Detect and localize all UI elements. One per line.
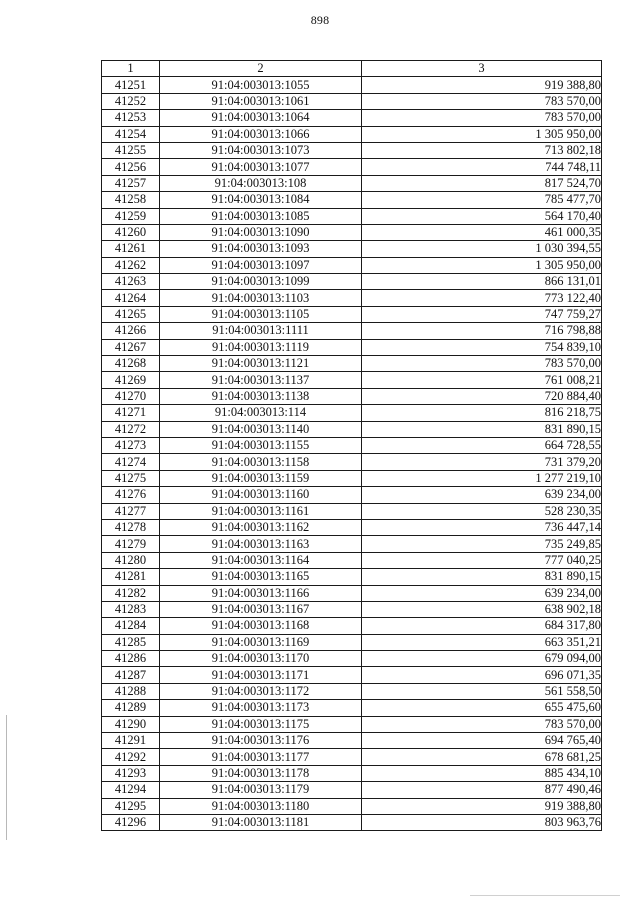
row-number-cell: 41277 [102, 503, 160, 519]
row-number-cell: 41274 [102, 454, 160, 470]
table-row [102, 290, 602, 306]
cadastral-number-cell: 91:04:003013:1140 [160, 421, 362, 437]
table-row [102, 798, 602, 814]
row-number-cell: 41264 [102, 290, 160, 306]
cadastral-number-cell: 91:04:003013:1097 [160, 257, 362, 273]
table-row [102, 585, 602, 601]
cadastral-value-cell: 773 122,40 [362, 290, 602, 306]
cadastral-number-cell: 91:04:003013:1099 [160, 274, 362, 290]
column-header-value: 3 [362, 61, 602, 77]
cadastral-value-cell: 1 277 219,10 [362, 470, 602, 486]
cadastral-number-cell: 91:04:003013:1162 [160, 519, 362, 535]
cadastral-value-cell: 684 317,80 [362, 618, 602, 634]
cadastral-value-cell: 731 379,20 [362, 454, 602, 470]
table-row [102, 388, 602, 404]
cadastral-value-cell: 783 570,00 [362, 716, 602, 732]
cadastral-number-cell: 91:04:003013:1103 [160, 290, 362, 306]
table-row [102, 192, 602, 208]
cadastral-value-cell: 747 759,27 [362, 306, 602, 322]
cadastral-number-cell: 91:04:003013:1160 [160, 487, 362, 503]
table-row [102, 405, 602, 421]
table-row [102, 421, 602, 437]
row-number-cell: 41285 [102, 634, 160, 650]
cadastral-value-cell: 679 094,00 [362, 651, 602, 667]
table-row [102, 454, 602, 470]
row-number-cell: 41282 [102, 585, 160, 601]
row-number-cell: 41275 [102, 470, 160, 486]
cadastral-number-cell: 91:04:003013:1175 [160, 716, 362, 732]
cadastral-number-cell: 91:04:003013:114 [160, 405, 362, 421]
cadastral-number-cell: 91:04:003013:1161 [160, 503, 362, 519]
table-row [102, 749, 602, 765]
cadastral-value-cell: 561 558,50 [362, 683, 602, 699]
cadastral-value-cell: 803 963,76 [362, 814, 602, 830]
row-number-cell: 41252 [102, 93, 160, 109]
table-row [102, 503, 602, 519]
cadastral-number-cell: 91:04:003013:1138 [160, 388, 362, 404]
row-number-cell: 41269 [102, 372, 160, 388]
table-row [102, 536, 602, 552]
row-number-cell: 41294 [102, 782, 160, 798]
table-row [102, 110, 602, 126]
cadastral-number-cell: 91:04:003013:1179 [160, 782, 362, 798]
row-number-cell: 41251 [102, 77, 160, 93]
cadastral-value-cell: 877 490,46 [362, 782, 602, 798]
cadastral-number-cell: 91:04:003013:1165 [160, 569, 362, 585]
cadastral-value-cell: 696 071,35 [362, 667, 602, 683]
cadastral-number-cell: 91:04:003013:1172 [160, 683, 362, 699]
cadastral-value-cell: 817 524,70 [362, 175, 602, 191]
table-row [102, 765, 602, 781]
cadastral-number-cell: 91:04:003013:1061 [160, 93, 362, 109]
cadastral-value-cell: 783 570,00 [362, 93, 602, 109]
cadastral-value-cell: 713 802,18 [362, 142, 602, 158]
cadastral-value-cell: 1 305 950,00 [362, 126, 602, 142]
row-number-cell: 41261 [102, 241, 160, 257]
table-row [102, 274, 602, 290]
cadastral-value-cell: 694 765,40 [362, 733, 602, 749]
table-row [102, 667, 602, 683]
row-number-cell: 41254 [102, 126, 160, 142]
row-number-cell: 41265 [102, 306, 160, 322]
row-number-cell: 41281 [102, 569, 160, 585]
cadastral-number-cell: 91:04:003013:1181 [160, 814, 362, 830]
cadastral-value-cell: 664 728,55 [362, 437, 602, 453]
cadastral-number-cell: 91:04:003013:1090 [160, 224, 362, 240]
row-number-cell: 41287 [102, 667, 160, 683]
cadastral-value-cell: 777 040,25 [362, 552, 602, 568]
row-number-cell: 41293 [102, 765, 160, 781]
row-number-cell: 41270 [102, 388, 160, 404]
row-number-cell: 41276 [102, 487, 160, 503]
table-row [102, 93, 602, 109]
row-number-cell: 41296 [102, 814, 160, 830]
table-row [102, 126, 602, 142]
cadastral-value-cell: 831 890,15 [362, 569, 602, 585]
cadastral-number-cell: 91:04:003013:1169 [160, 634, 362, 650]
row-number-cell: 41278 [102, 519, 160, 535]
row-number-cell: 41256 [102, 159, 160, 175]
row-number-cell: 41257 [102, 175, 160, 191]
cadastral-value-cell: 735 249,85 [362, 536, 602, 552]
cadastral-number-cell: 91:04:003013:1077 [160, 159, 362, 175]
cadastral-number-cell: 91:04:003013:1055 [160, 77, 362, 93]
table-row [102, 372, 602, 388]
cadastral-number-cell: 91:04:003013:108 [160, 175, 362, 191]
table-row [102, 224, 602, 240]
cadastral-value-cell: 716 798,88 [362, 323, 602, 339]
row-number-cell: 41268 [102, 356, 160, 372]
table-row [102, 306, 602, 322]
cadastral-number-cell: 91:04:003013:1137 [160, 372, 362, 388]
table-row [102, 519, 602, 535]
cadastral-number-cell: 91:04:003013:1093 [160, 241, 362, 257]
cadastral-number-cell: 91:04:003013:1176 [160, 733, 362, 749]
cadastral-number-cell: 91:04:003013:1155 [160, 437, 362, 453]
cadastral-number-cell: 91:04:003013:1119 [160, 339, 362, 355]
row-number-cell: 41262 [102, 257, 160, 273]
table-row [102, 683, 602, 699]
table-row [102, 618, 602, 634]
cadastral-value-cell: 638 902,18 [362, 601, 602, 617]
cadastral-value-cell: 461 000,35 [362, 224, 602, 240]
cadastral-value-cell: 744 748,11 [362, 159, 602, 175]
row-number-cell: 41288 [102, 683, 160, 699]
table-row [102, 782, 602, 798]
table-row [102, 487, 602, 503]
cadastral-number-cell: 91:04:003013:1168 [160, 618, 362, 634]
cadastral-value-cell: 919 388,80 [362, 798, 602, 814]
row-number-cell: 41260 [102, 224, 160, 240]
row-number-cell: 41290 [102, 716, 160, 732]
row-number-cell: 41295 [102, 798, 160, 814]
row-number-cell: 41263 [102, 274, 160, 290]
table-row [102, 552, 602, 568]
table-row [102, 634, 602, 650]
cadastral-value-cell: 678 681,25 [362, 749, 602, 765]
table-row [102, 356, 602, 372]
cadastral-number-cell: 91:04:003013:1158 [160, 454, 362, 470]
row-number-cell: 41283 [102, 601, 160, 617]
cadastral-value-cell: 866 131,01 [362, 274, 602, 290]
row-number-cell: 41258 [102, 192, 160, 208]
cadastral-number-cell: 91:04:003013:1180 [160, 798, 362, 814]
cadastral-value-cell: 663 351,21 [362, 634, 602, 650]
cadastral-value-cell: 783 570,00 [362, 110, 602, 126]
table-row [102, 241, 602, 257]
table-row [102, 257, 602, 273]
table-row [102, 601, 602, 617]
cadastral-value-cell: 885 434,10 [362, 765, 602, 781]
table-row [102, 142, 602, 158]
cadastral-value-cell: 639 234,00 [362, 487, 602, 503]
row-number-cell: 41280 [102, 552, 160, 568]
table-row [102, 733, 602, 749]
table-body [102, 77, 602, 831]
table-row [102, 339, 602, 355]
table-row [102, 208, 602, 224]
cadastral-number-cell: 91:04:003013:1173 [160, 700, 362, 716]
cadastral-value-cell: 564 170,40 [362, 208, 602, 224]
cadastral-value-cell: 528 230,35 [362, 503, 602, 519]
cadastral-value-cell: 736 447,14 [362, 519, 602, 535]
cadastral-number-cell: 91:04:003013:1163 [160, 536, 362, 552]
table-row [102, 814, 602, 830]
cadastral-number-cell: 91:04:003013:1064 [160, 110, 362, 126]
row-number-cell: 41291 [102, 733, 160, 749]
column-header-number: 1 [102, 61, 160, 77]
table-row [102, 569, 602, 585]
cadastral-value-cell: 785 477,70 [362, 192, 602, 208]
cadastral-value-cell: 655 475,60 [362, 700, 602, 716]
row-number-cell: 41267 [102, 339, 160, 355]
cadastral-value-cell: 816 218,75 [362, 405, 602, 421]
table-row [102, 175, 602, 191]
cadastral-number-cell: 91:04:003013:1164 [160, 552, 362, 568]
cadastral-value-table [101, 60, 602, 831]
cadastral-number-cell: 91:04:003013:1159 [160, 470, 362, 486]
row-number-cell: 41259 [102, 208, 160, 224]
cadastral-number-cell: 91:04:003013:1085 [160, 208, 362, 224]
cadastral-value-cell: 919 388,80 [362, 77, 602, 93]
table-row [102, 651, 602, 667]
scan-margin-line [6, 715, 7, 840]
cadastral-value-cell: 761 008,21 [362, 372, 602, 388]
cadastral-value-cell: 754 839,10 [362, 339, 602, 355]
cadastral-number-cell: 91:04:003013:1178 [160, 765, 362, 781]
cadastral-number-cell: 91:04:003013:1066 [160, 126, 362, 142]
cadastral-number-cell: 91:04:003013:1171 [160, 667, 362, 683]
cadastral-number-cell: 91:04:003013:1111 [160, 323, 362, 339]
table-row [102, 437, 602, 453]
page-number: 898 [310, 13, 330, 27]
row-number-cell: 41273 [102, 437, 160, 453]
column-header-cadastral-id: 2 [160, 61, 362, 77]
cadastral-value-cell: 831 890,15 [362, 421, 602, 437]
cadastral-value-cell: 720 884,40 [362, 388, 602, 404]
table-row [102, 77, 602, 93]
cadastral-value-cell: 639 234,00 [362, 585, 602, 601]
cadastral-number-cell: 91:04:003013:1170 [160, 651, 362, 667]
row-number-cell: 41286 [102, 651, 160, 667]
table-row [102, 700, 602, 716]
cadastral-value-cell: 1 030 394,55 [362, 241, 602, 257]
row-number-cell: 41266 [102, 323, 160, 339]
row-number-cell: 41271 [102, 405, 160, 421]
table-header-row [102, 61, 602, 77]
row-number-cell: 41255 [102, 142, 160, 158]
row-number-cell: 41272 [102, 421, 160, 437]
table-row [102, 470, 602, 486]
table-row [102, 159, 602, 175]
cadastral-number-cell: 91:04:003013:1121 [160, 356, 362, 372]
cadastral-number-cell: 91:04:003013:1166 [160, 585, 362, 601]
table-row [102, 323, 602, 339]
cadastral-value-cell: 783 570,00 [362, 356, 602, 372]
cadastral-number-cell: 91:04:003013:1105 [160, 306, 362, 322]
cadastral-number-cell: 91:04:003013:1177 [160, 749, 362, 765]
row-number-cell: 41289 [102, 700, 160, 716]
row-number-cell: 41253 [102, 110, 160, 126]
row-number-cell: 41292 [102, 749, 160, 765]
row-number-cell: 41279 [102, 536, 160, 552]
cadastral-value-cell: 1 305 950,00 [362, 257, 602, 273]
cadastral-number-cell: 91:04:003013:1084 [160, 192, 362, 208]
cadastral-number-cell: 91:04:003013:1167 [160, 601, 362, 617]
table-row [102, 716, 602, 732]
scan-edge-line [470, 895, 620, 896]
row-number-cell: 41284 [102, 618, 160, 634]
cadastral-number-cell: 91:04:003013:1073 [160, 142, 362, 158]
